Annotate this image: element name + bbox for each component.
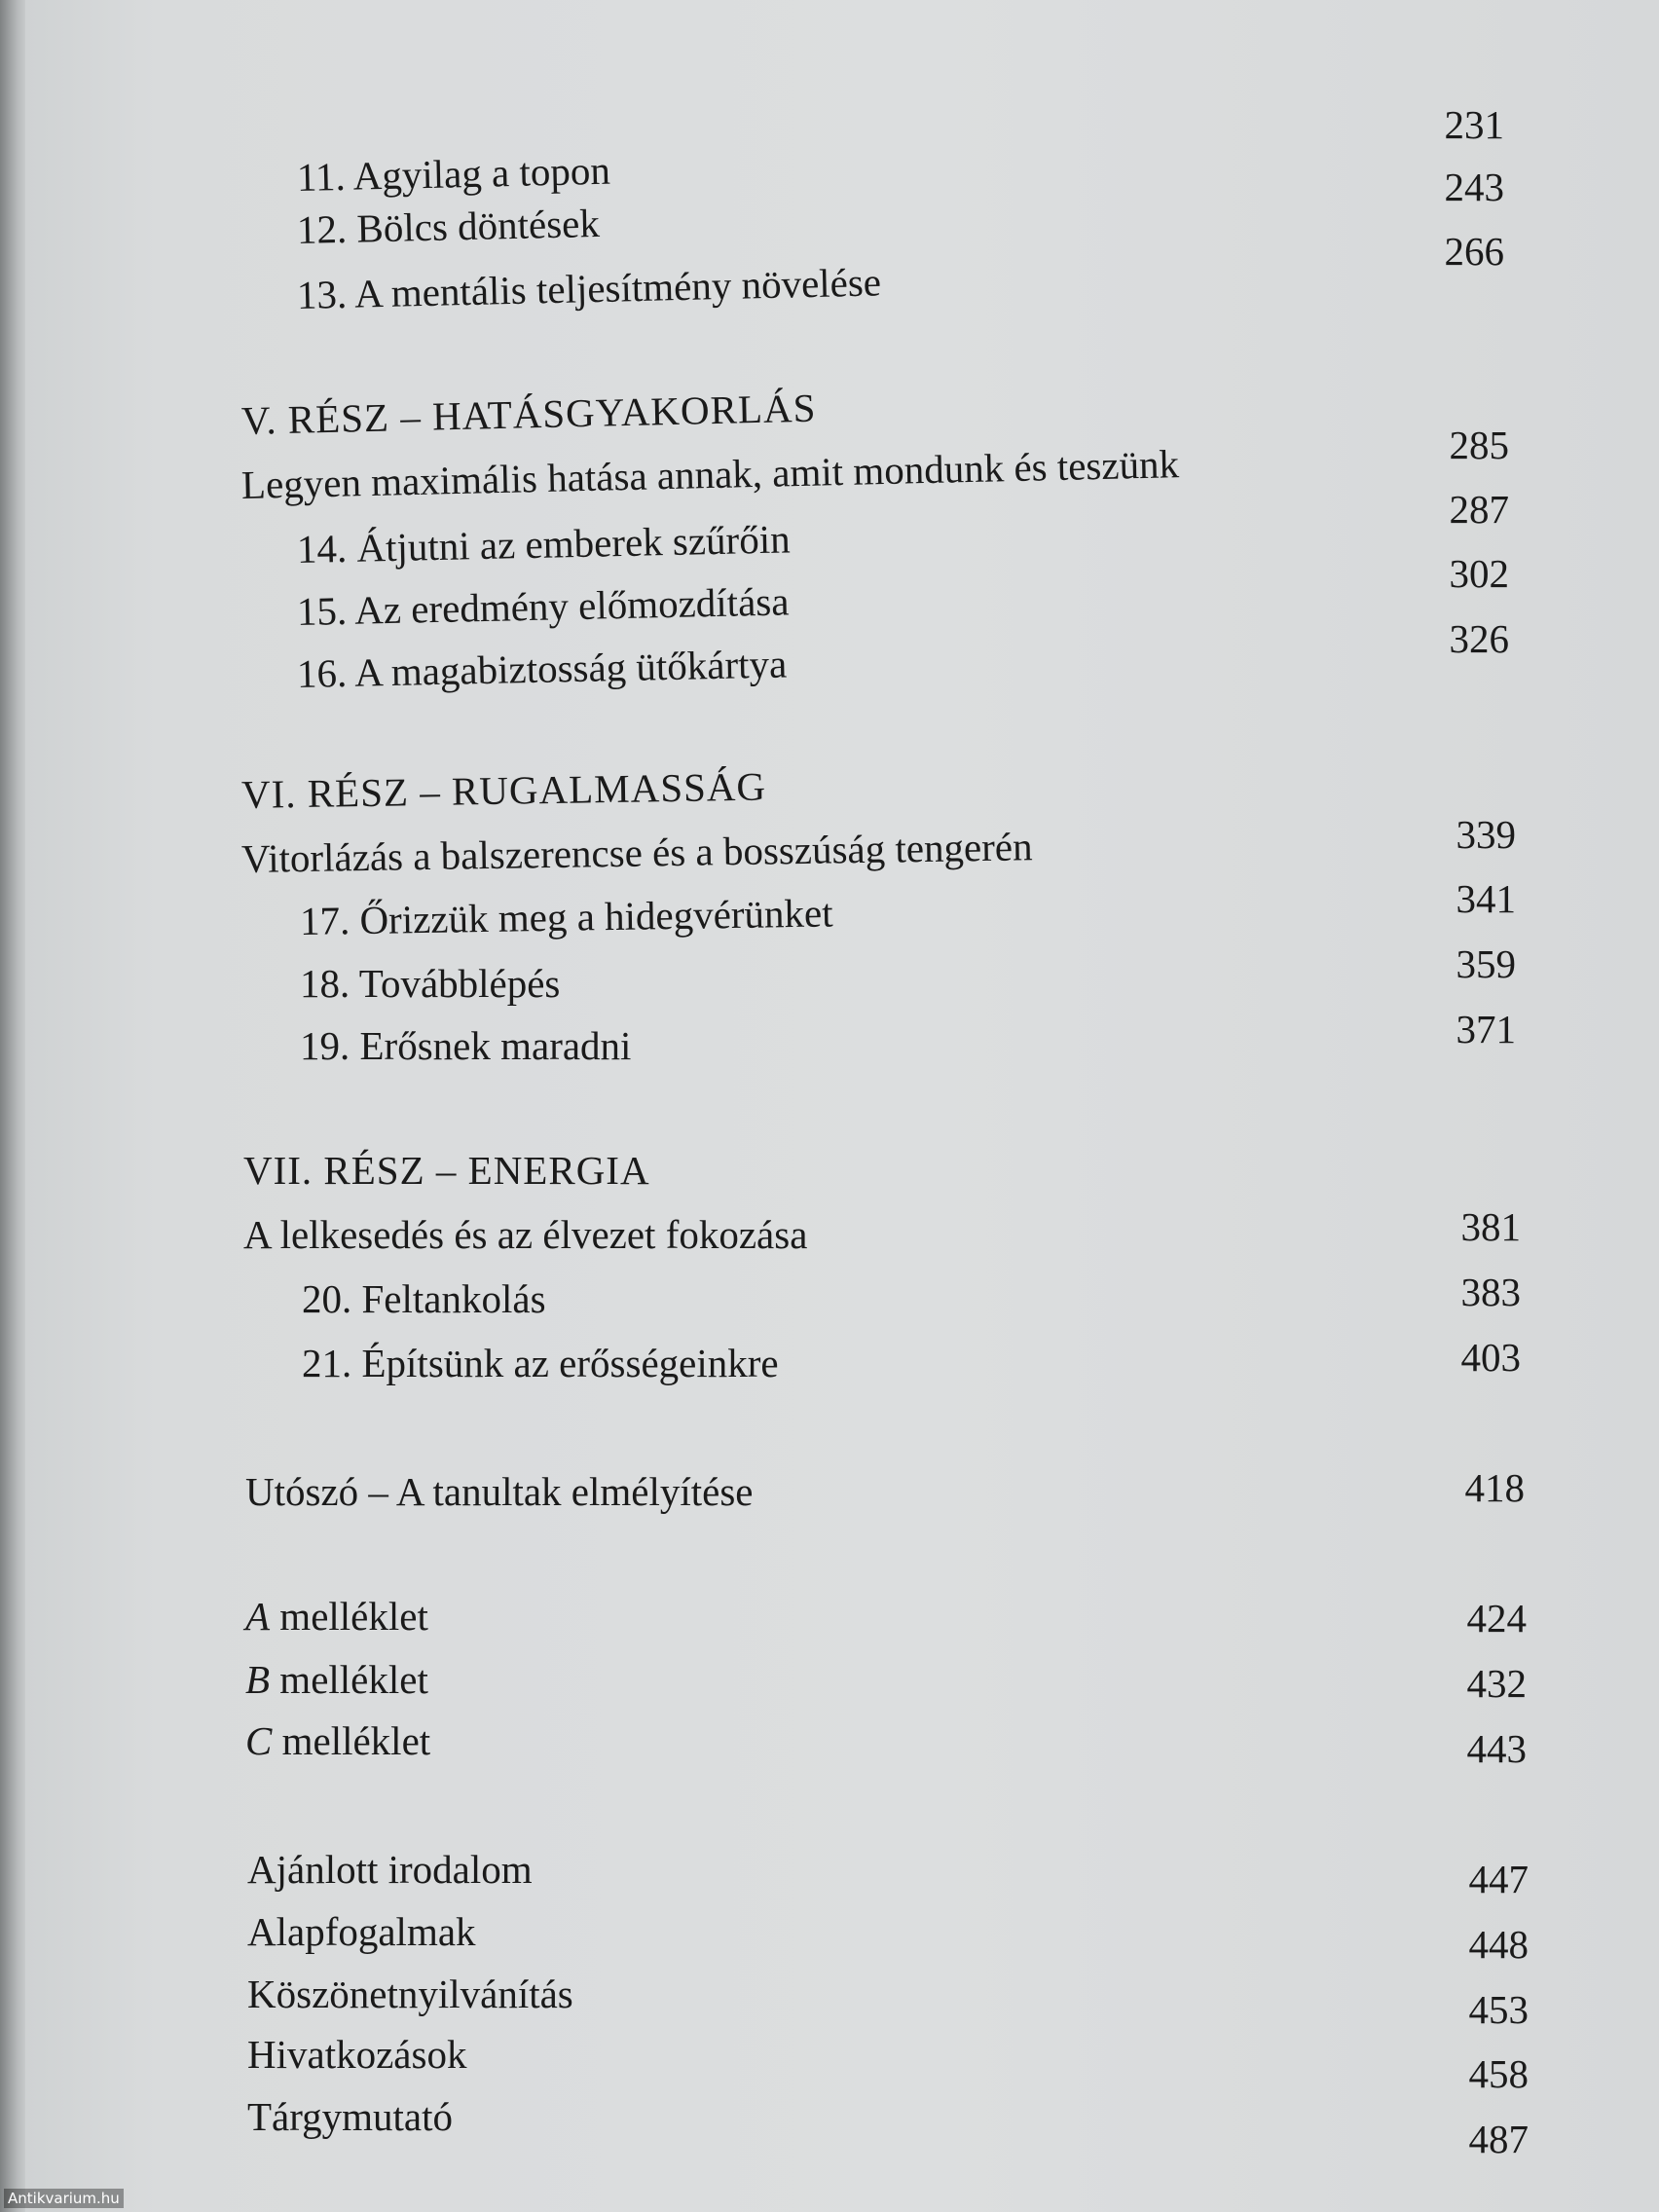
page-number: 432 — [1466, 1661, 1527, 1706]
page-number: 285 — [1449, 423, 1509, 467]
appendix-word: melléklet — [272, 1718, 431, 1763]
page-number: 453 — [1468, 1987, 1529, 2032]
page-number: 383 — [1460, 1270, 1521, 1314]
appendix-word: melléklet — [270, 1657, 428, 1702]
chapter-20-title: 20. Feltankolás — [302, 1276, 546, 1321]
page-number: 424 — [1466, 1596, 1527, 1641]
page-number: 381 — [1460, 1204, 1521, 1249]
chapter-17-title: 17. Őrizzük meg a hidegvérünket — [299, 890, 833, 943]
part-7-subtitle: A lelkesedés és az élvezet fokozása — [243, 1212, 808, 1257]
chapter-12-title: 12. Bölcs döntések — [296, 200, 601, 252]
part-5-heading: V. RÉSZ – HATÁSGYAKORLÁS — [240, 385, 817, 443]
chapter-13-title: 13. A mentális teljesítmény növelése — [296, 259, 882, 317]
page-number: 302 — [1449, 551, 1509, 596]
page-number: 448 — [1468, 1922, 1529, 1967]
page-number: 341 — [1456, 876, 1516, 921]
chapter-11-title: 11. Agyilag a topon — [296, 147, 611, 200]
chapter-21-title: 21. Építsünk az erősségeinkre — [302, 1341, 779, 1385]
appendix-a-title — [245, 1594, 428, 1639]
page-number: 326 — [1449, 616, 1509, 661]
appendix-letter: B — [245, 1657, 271, 1702]
chapter-14-title: 14. Átjutni az emberek szűrőin — [296, 516, 792, 571]
page-number: 287 — [1449, 487, 1509, 532]
chapter-19-title: 19. Erősnek maradni — [300, 1023, 632, 1068]
part-5-subtitle: Legyen maximális hatása annak, amit mondunk és teszünk — [240, 441, 1180, 507]
appendix-c-title — [245, 1718, 431, 1763]
page-number: 231 — [1444, 102, 1504, 147]
appendix-letter: A — [245, 1594, 271, 1639]
index-title: Tárgymutató — [247, 2094, 454, 2139]
part-6-heading: VI. RÉSZ – RUGALMASSÁG — [240, 763, 767, 817]
chapter-18-title: 18. Továbblépés — [300, 961, 561, 1006]
epilogue-title: Utószó – A tanultak elmélyítése — [245, 1469, 754, 1514]
page-number: 266 — [1444, 229, 1504, 274]
page-number: 447 — [1468, 1857, 1529, 1901]
acknowledgements-title: Köszönetnyilvánítás — [247, 1972, 573, 2016]
appendix-letter: C — [245, 1718, 273, 1763]
chapter-16-title: 16. A magabiztosság ütőkártya — [296, 641, 788, 696]
page-number: 339 — [1456, 812, 1516, 857]
page-number: 487 — [1468, 2117, 1529, 2161]
page-number: 443 — [1466, 1726, 1527, 1771]
watermark: Antikvarium.hu — [4, 2189, 124, 2208]
part-6-subtitle: Vitorlázás a balszerencse és a bosszúság tengerén — [240, 824, 1033, 881]
appendix-word: melléklet — [270, 1594, 428, 1639]
part-7-heading: VII. RÉSZ – ENERGIA — [243, 1148, 650, 1193]
page-number: 243 — [1444, 165, 1504, 209]
further-reading-title: Ajánlott irodalom — [247, 1847, 533, 1892]
page-number: 359 — [1456, 941, 1516, 986]
page-number: 371 — [1456, 1007, 1516, 1051]
glossary-title: Alapfogalmak — [247, 1909, 476, 1954]
chapter-15-title: 15. Az eredmény előmozdítása — [296, 578, 790, 634]
page-number: 403 — [1460, 1335, 1521, 1380]
references-title: Hivatkozások — [247, 2032, 467, 2077]
appendix-b-title — [245, 1657, 428, 1702]
page-number: 458 — [1468, 2051, 1529, 2096]
page-number: 418 — [1464, 1465, 1525, 1510]
